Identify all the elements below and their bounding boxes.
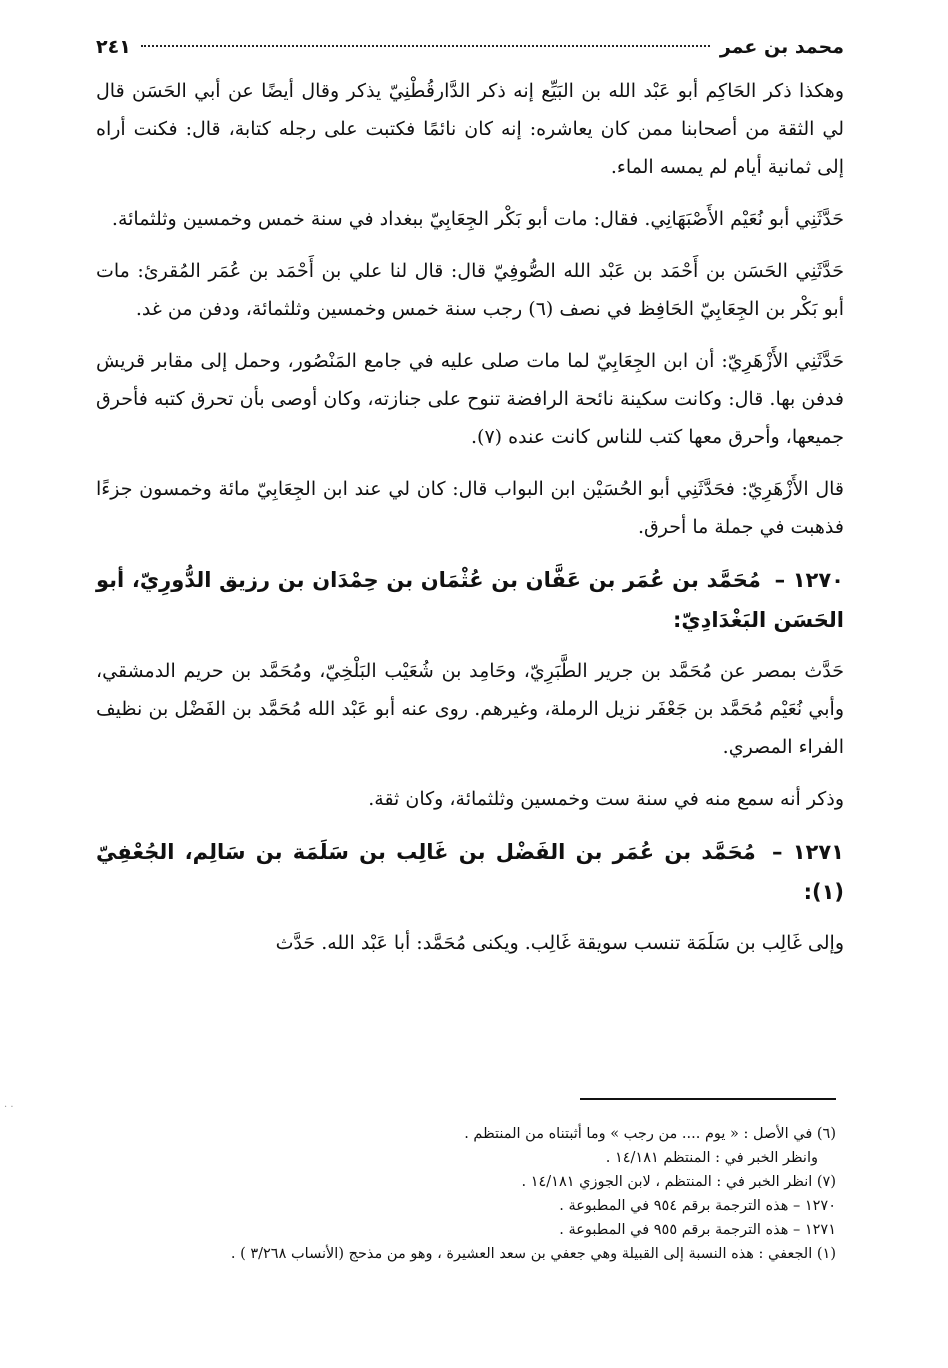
entry-1271-number: ١٢٧١ – [771,840,845,864]
footnote-entry-1271: ١٢٧١ – هذه الترجمة برقم ٩٥٥ في المطبوعة . [559,1222,836,1238]
entry-1271-heading [96,832,844,912]
book-page [96,36,844,976]
footnote-1: (١) الجعفي : هذه النسبة إلى القبيلة وهي جعفي بن سعد العشيرة ، وهو من مذحج (الأنساب ٣/٢٦٨ ) . [230,1246,836,1262]
paragraph-sufi: حَدَّثَنِي الحَسَن بن أَحْمَد بن عَبْد الله الصُّوفِيّ قال: قال لنا علي بن أَحْمَد بن عُمَر المُقرئ: مات أبو بَكْر بن الجِعَابِيّ الحَافِظ في نصف (٦) رجب سنة خمس وخمسين وثلثمائة، ودفن من غد. [96,260,844,320]
footnotes [120,1122,836,1266]
paragraph-abu-nuaym: حَدَّثَنِي أبو نُعَيْم الأَصْبَهَانِي. فقال: مات أبو بَكْر الجِعَابِيّ ببغداد في سنة خمس وخمسين وثلثمائة. [111,208,844,230]
paragraph-azhari: حَدَّثَنِي الأَزْهَرِيّ: أن ابن الجِعَابِيّ لما مات صلى عليه في جامع المَنْصُور، وحمل إلى مقابر قريش فدفن بها. قال: وكانت سكينة نائحة الرافضة تنوح على جنازته، وكان أوصى بأن تحرق كتبه فأحرق جميعها، وأحرق معها كتب للناس كانت عنده (٧). [96,350,844,448]
footnote-6: (٦) في الأصل : « يوم .... من رجب » وما أثبتناه من المنتظم . [464,1126,836,1142]
paragraph-daraqutni: وهكذا ذكر الحَاكِم أبو عَبْد الله بن البَيِّع إنه ذكر الدَّارقُطْنِيّ يذكر وقال أيضًا عن أبي الحَسَن قال لي الثقة من أصحابنا ممن كان يعاشره: إنه كان نائمًا فكتبت على رجله كتابة، قال: فكنت أراه إلى ثمانية أيام لم يمسه الماء. [96,80,844,178]
page-number: ٢٤١ [96,36,131,58]
leader-dots [141,45,710,47]
running-head [96,36,844,72]
entry-1271-title: مُحَمَّد بن عُمَر بن الفَضْل بن غَالِب بن سَلَمَة بن سَالِم، الجُعْفِيّ (١): [96,840,844,904]
footnote-separator [580,1098,836,1100]
scan-margin-mark: · · [4,1102,14,1113]
entry-1270-paragraph: وذكر أنه سمع منه في سنة ست وخمسين وثلثمائة، وكان ثقة. [368,788,844,810]
footnote-6-continued: وانظر الخبر في : المنتظم ١٤/١٨١ . [605,1150,818,1166]
footnote-7: (٧) انظر الخبر في : المنتظم ، لابن الجوزي ١٤/١٨١ . [521,1174,836,1190]
entry-1270-number: ١٢٧٠ – [774,568,845,592]
footnote-entry-1270: ١٢٧٠ – هذه الترجمة برقم ٩٥٤ في المطبوعة . [559,1198,836,1214]
paragraph-bawwab: قال الأَزْهَرِيّ: فحَدَّثَنِي أبو الحُسَيْن ابن البواب قال: كان لي عند ابن الجِعَابِيّ مائة وخمسون جزءًا فذهبت في جملة ما أحرق. [96,478,844,538]
entry-1271-paragraph: وإلى غَالِب بن سَلَمَة تنسب سويقة غَالِب. ويكنى مُحَمَّد: أبا عَبْد الله. حَدَّث [275,932,844,954]
entry-1270-paragraph: حَدَّث بمصر عن مُحَمَّد بن جرير الطَّبَرِيّ، وحَامِد بن شُعَيْب البَلْخِيّ، ومُحَمَّد بن حريم الدمشقي، وأبي نُعَيْم مُحَمَّد بن جَعْفَر نزيل الرملة، وغيرهم. روى عنه أبو عَبْد الله مُحَمَّد بن الفَضْل بن نظيف الفراء المصري. [96,660,844,758]
entry-1270-title: مُحَمَّد بن عُمَر بن عَفَّان بن عُثْمَان بن حِمْدَان بن رزيق الدُّورِيّ، أبو الحَسَن البَغْدَادِيّ: [96,568,844,632]
running-head-section: محمد بن عمر [719,36,844,58]
entry-1270-heading [96,560,844,640]
